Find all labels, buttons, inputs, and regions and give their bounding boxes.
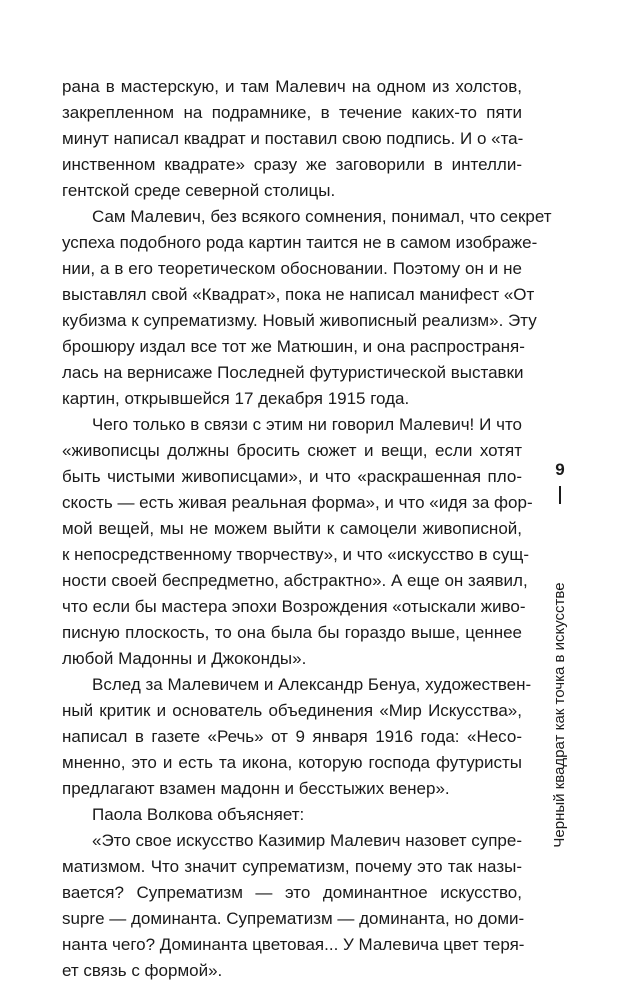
text-line: закрепленном на подрамнике, в течение каких-то пяти <box>62 103 522 122</box>
text-line: лась на вернисаже Последней футуристической выставки <box>62 363 524 382</box>
paragraph-5 <box>62 802 522 828</box>
text-line: минут написал квадрат и поставил свою подпись. И о «та- <box>62 129 524 148</box>
text-line: к непосредственному творчеству», и что «искусство в сущ- <box>62 545 529 564</box>
paragraph-1 <box>62 74 522 204</box>
text-line: любой Мадонны и Джоконды». <box>62 649 307 668</box>
text-line: «живописцы должны бросить сюжет и вещи, если хотят <box>62 441 522 460</box>
paragraph-3 <box>62 412 533 672</box>
text-line: Вслед за Малевичем и Александр Бенуа, художествен- <box>92 675 532 694</box>
text-line: предлагают взамен мадонн и бесстыжих венер». <box>62 779 450 798</box>
text-line: ет связь с формой». <box>62 961 223 980</box>
text-line: рана в мастерскую, и там Малевич на одном из холстов, <box>62 77 522 96</box>
page-body <box>62 74 552 984</box>
text-line: Сам Малевич, без всякого сомнения, понимал, что секрет <box>92 207 552 226</box>
text-line: инственном квадрате» сразу же заговорили в интелли- <box>62 155 522 174</box>
text-line: мненно, это и есть та икона, которую господа футуристы <box>62 753 522 772</box>
text-line: писную плоскость, то она была бы гораздо выше, ценнее <box>62 623 522 642</box>
running-head <box>542 460 578 848</box>
text-line: что если бы мастера эпохи Возрождения «отыскали живо- <box>62 597 526 616</box>
text-line: «Это свое искусство Казимир Малевич назовет супре- <box>92 831 522 850</box>
text-line: ности своей беспредметно, абстрактно». А еще он заявил, <box>62 571 528 590</box>
text-line: кубизма к супрематизму. Новый живописный реализм». Эту <box>62 311 537 330</box>
paragraph-4 <box>62 672 532 802</box>
quote-paragraph <box>62 828 525 984</box>
text-line: картин, открывшейся 17 декабря 1915 года. <box>62 389 410 408</box>
text-line: успеха подобного рода картин таится не в самом изображе- <box>62 233 538 252</box>
text-line: Чего только в связи с этим ни говорил Малевич! И что <box>92 415 522 434</box>
running-head-rule <box>559 486 561 504</box>
text-line: написал в газете «Речь» от 9 января 1916 года: «Несо- <box>62 727 522 746</box>
text-line: supre — доминанта. Супрематизм — доминанта, но доми- <box>62 909 525 928</box>
text-line: ный критик и основатель объединения «Мир Искусства», <box>62 701 522 720</box>
text-line: мой вещей, мы не можем выйти к самоцели живописной, <box>62 519 522 538</box>
text-line: матизмом. Что значит супрематизм, почему это так назы- <box>62 857 522 876</box>
paragraph-2 <box>62 204 552 412</box>
text-line: гентской среде северной столицы. <box>62 181 336 200</box>
text-line: скость — есть живая реальная форма», и что «идя за фор- <box>62 493 533 512</box>
text-line: нанта чего? Доминанта цветовая... У Малевича цвет теря- <box>62 935 525 954</box>
text-line: быть чистыми живописцами», и что «раскрашенная пло- <box>62 467 522 486</box>
running-head-title: Черный квадрат как точка в искусстве <box>551 582 568 848</box>
page-number: 9 <box>555 460 565 479</box>
text-line: нии, а в его теоретическом обосновании. Поэтому он и не <box>62 259 522 278</box>
text-line: вается? Супрематизм — это доминантное искусство, <box>62 883 522 902</box>
text-line: Паола Волкова объясняет: <box>92 805 305 824</box>
text-line: брошюру издал все тот же Матюшин, и она распространя- <box>62 337 525 356</box>
text-line: выставлял свой «Квадрат», пока не написал манифест «От <box>62 285 535 304</box>
